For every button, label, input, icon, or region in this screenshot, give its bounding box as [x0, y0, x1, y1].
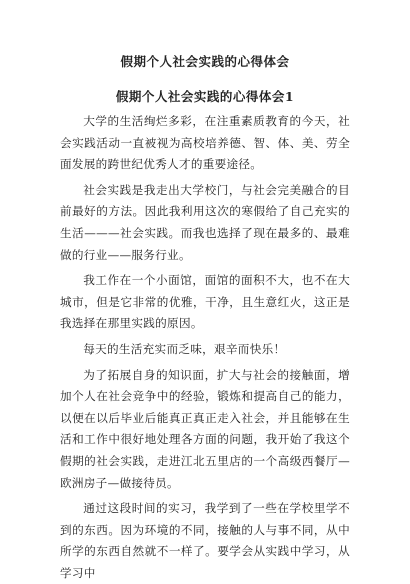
paragraph-4: 每天的生活充实而乏味，艰辛而快乐！ [83, 341, 286, 356]
document-title: 假期个人社会实践的心得体会 [120, 54, 290, 69]
paragraph-3: 我工作在一个小面馆，面馆的面积不大，也不在大城市，但是它非常的优雅，干净，且生意红火，这正是我选择在那里实践的原因。 [60, 273, 350, 331]
paragraph-2: 社会实践是我走出大学校门，与社会完美融合的目前最好的方法。因此我利用这次的寒假给了自己充实的生活———社会实践。而我也选择了现在最多的、最难做的行业——服务行业。 [60, 182, 350, 262]
paragraph-5: 为了拓展自身的知识面，扩大与社会的接触面，增加个人在社会竞争中的经验，锻炼和提高自己的能力，以便在以后毕业后能真正真正走入社会，并且能够在生活和工作中很好地处理各方面的问题，我开始了我这个假期的社会实践，走进江北五里店的一个高级西餐厅—欧洲房子—做接待员。 [60, 367, 350, 490]
section-heading: 假期个人社会实践的心得体会1 [115, 89, 295, 104]
paragraph-6: 通过这段时间的实习，我学到了一些在学校里学不到的东西。因为环境的不同，接触的人与事不同，从中所学的东西自然就不一样了。要学会从实践中学习，从学习中 [60, 501, 350, 580]
paragraph-1: 大学的生活绚烂多彩，在注重素质教育的今天，社会实践活动一直被视为高校培养德、智、体、美、劳全面发展的跨世纪优秀人才的重要途径。 [60, 114, 350, 172]
